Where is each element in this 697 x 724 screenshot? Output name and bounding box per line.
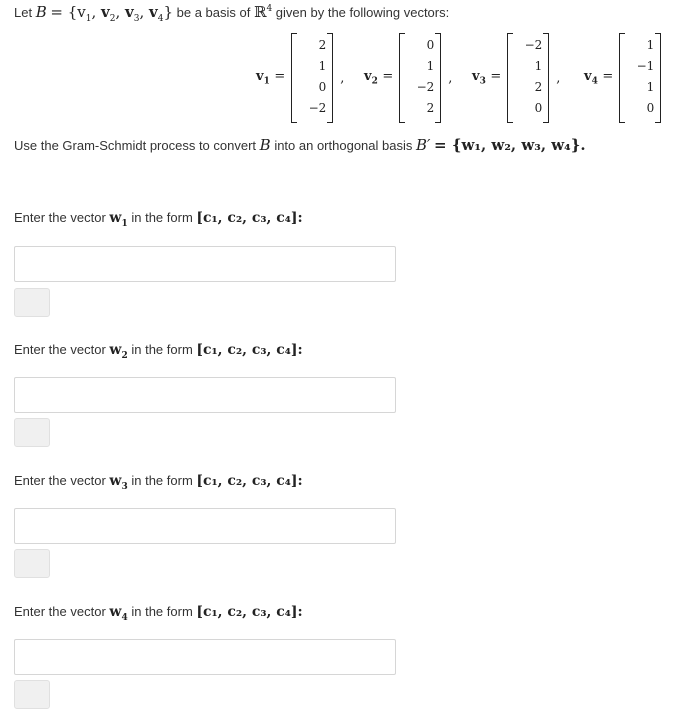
intro-be-basis: be a basis of (176, 5, 251, 20)
w4-answer-input[interactable] (14, 639, 396, 675)
process-text-middle: into an orthogonal basis (274, 138, 413, 153)
vector-entry: −2 (416, 80, 435, 94)
vector-v3-matrix (507, 33, 549, 123)
prompt-vector: $w_2$ (109, 342, 128, 361)
prompt-form-text: in the form (131, 342, 193, 357)
process-basis-prime: B′ (415, 136, 431, 154)
w2-answer-input[interactable] (14, 377, 396, 413)
vector-separator: , (556, 70, 561, 86)
vector-v2-matrix (399, 33, 441, 123)
vector-entry: 1 (534, 59, 543, 73)
w1-answer-input[interactable] (14, 246, 396, 282)
bracket-right (435, 33, 441, 123)
prompt-form-text: in the form (131, 473, 193, 488)
vector-entry: −1 (636, 59, 655, 73)
prompt-form-text: in the form (131, 210, 193, 225)
vector-v2-label: $v_2$ = (364, 69, 394, 87)
process-text-before: Use the Gram-Schmidt process to convert (14, 138, 257, 153)
intro-given-by: given by the following vectors: (275, 5, 450, 20)
question-w1-prompt (14, 210, 303, 229)
vector-v4 (584, 33, 668, 123)
vector-entry: 2 (426, 101, 435, 115)
vector-entry: 1 (318, 59, 327, 73)
prompt-form: [c₁, c₂, c₃, c₄]: (196, 604, 303, 620)
process-text (14, 136, 586, 154)
vector-entry: 1 (646, 80, 655, 94)
space-symbol: ℝ$^4$ (253, 3, 273, 21)
vector-v3 (472, 33, 560, 123)
w1-submit-button[interactable] (14, 288, 50, 317)
vector-entry: 1 (646, 38, 655, 52)
vector-entry: 0 (426, 38, 435, 52)
vector-v2 (364, 33, 452, 123)
vector-v1 (256, 33, 344, 123)
w3-submit-button[interactable] (14, 549, 50, 578)
bracket-right (327, 33, 333, 123)
vector-v1-matrix (291, 33, 333, 123)
vector-entry: 0 (646, 101, 655, 115)
prompt-form: [c₁, c₂, c₃, c₄]: (196, 342, 303, 358)
bracket-right (655, 33, 661, 123)
basis-set-open: = {$v_1$, $v_2$, $v_3$, $v_4$} (50, 3, 173, 24)
prompt-text: Enter the vector (14, 473, 106, 488)
prompt-form: [c₁, c₂, c₃, c₄]: (196, 210, 303, 226)
question-w4-prompt (14, 604, 303, 623)
prompt-vector: $w_3$ (109, 473, 128, 492)
intro-let: Let (14, 5, 33, 20)
w2-submit-button[interactable] (14, 418, 50, 447)
bracket-right (543, 33, 549, 123)
basis-set-equals: = {v (50, 3, 86, 21)
vector-entry: 1 (426, 59, 435, 73)
prompt-text: Enter the vector (14, 604, 106, 619)
vector-v1-label: $v_1$ = (256, 69, 286, 87)
vector-separator: , (340, 70, 345, 86)
basis-set-close: } (163, 3, 173, 21)
w4-submit-button[interactable] (14, 680, 50, 709)
intro-text (14, 3, 449, 24)
question-w2-prompt (14, 342, 303, 361)
vector-v3-label: $v_3$ = (472, 69, 502, 87)
vector-entry: 0 (318, 80, 327, 94)
vector-v4-matrix (619, 33, 661, 123)
prompt-text: Enter the vector (14, 210, 106, 225)
vector-v4-label: $v_4$ = (584, 69, 614, 87)
vector-separator: , (448, 70, 453, 86)
basis-symbol: B (35, 3, 47, 21)
vector-entry: 2 (318, 38, 327, 52)
prompt-vector: $w_1$ (109, 210, 128, 229)
vector-entry: −2 (308, 101, 327, 115)
prompt-form-text: in the form (131, 604, 193, 619)
w3-answer-input[interactable] (14, 508, 396, 544)
prompt-form: [c₁, c₂, c₃, c₄]: (196, 473, 303, 489)
vector-entry: 2 (534, 80, 543, 94)
prompt-text: Enter the vector (14, 342, 106, 357)
vector-entry: 0 (534, 101, 543, 115)
prompt-vector: $w_4$ (109, 604, 128, 623)
question-w3-prompt (14, 473, 303, 492)
process-basis-symbol: B (259, 136, 271, 154)
process-basis-set: = {w₁, w₂, w₃, w₄}. (434, 136, 586, 154)
vector-entry: −2 (524, 38, 543, 52)
